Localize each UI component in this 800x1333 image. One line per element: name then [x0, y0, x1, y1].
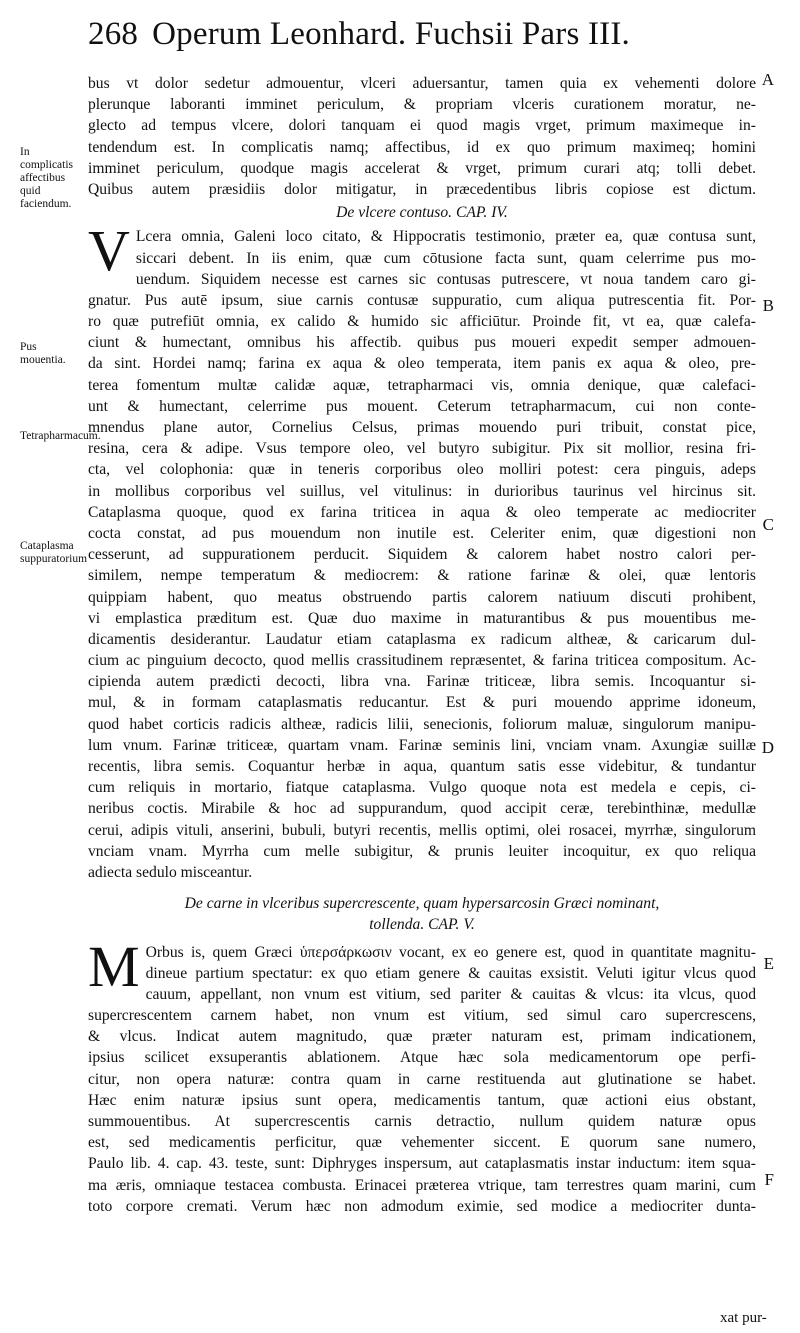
text-line: adiecta sedulo misceantur. [88, 863, 253, 881]
margin-note-tetrapharmacum: Tetrapharmacum. [20, 430, 101, 442]
text-line: tendendum est. In complicatis namq; affectibus, id ex quo primum maximeq; homini [88, 138, 756, 156]
text-line: supercrescentem carnem habet, non vnum est vitium, sed simul caro supercrescens, [88, 1007, 756, 1025]
section-letter-e: E [763, 954, 774, 973]
main-text [88, 73, 756, 1217]
text-line: mnendus plane autor, Cornelius Celsus, primas mouendo puri tribuit, constat pice, [88, 419, 756, 436]
text-line: uendum. Siquidem necesse est carnes sic contusas putrescere, vt noua tandem caro gi- [135, 270, 756, 288]
intro-paragraph [88, 73, 756, 200]
chapter-heading-line: De carne in vlceribus supercrescente, quam hypersarcosin Græci nominant, [184, 895, 660, 913]
text-line: ro quæ putrefiūt omnia, ex calido & humido sic afficiūtur. Proinde fit, vt ea, quæ calefa- [88, 313, 756, 331]
text-line: mul, & in formam cataplasmatis reducantur. Est & puri mouendo apprime idoneum, [88, 694, 756, 712]
text-line: similem, nempe temperatum & mediocrem: & ratione farinæ & olei, quæ lentoris [88, 567, 756, 585]
text-line: in mollibus corporibus vel suillus, vel vitulinus: in durioribus taurinus vel hircinus sit. [88, 482, 756, 500]
margin-note-complicatis: In complicatis affectibus quid faciendum. [20, 146, 74, 210]
text-line: summouentibus. At supercrescentis carnis detractio, nullum quidem naturæ opus [88, 1113, 756, 1130]
page-number: 268 [88, 16, 139, 52]
section-letter-c: C [762, 515, 774, 534]
text-line: terea fomentum multæ calidæ aquæ, tetrapharmaci vis, omnia denique, quæ calefaci- [88, 376, 756, 394]
running-title: Operum Leonhard. Fuchsii Pars III. [152, 16, 630, 52]
chapter-4-paragraph [88, 218, 756, 883]
text-line: cocta constat, ad pus mouendum non inutile est. Celeriter enim, quæ digestioni non [88, 524, 756, 542]
text-line: Quibus autem præsidiis dolor mitigatur, in præcedentibus libris copiose est dictum. [88, 180, 756, 198]
text-line: cesserunt, ad suppurationem perducit. Siquidem & calorem habet nostro calori per- [88, 546, 756, 564]
text-line: plerunque laboranti imminet periculum, & propriam vlceris curationem moratur, ne- [88, 96, 756, 114]
text-line: Cataplasma quoque, quod ex farina triticea in aqua & oleo temperate ac mediocriter [88, 503, 756, 521]
text-line: lum vnum. Farinæ triticeæ, quartam vnam. Farinæ seminis lini, vnciam vnam. Axungiæ suillæ [88, 736, 756, 754]
running-header [88, 14, 728, 54]
text-line: vi emplastica præditum est. Quæ duo maxime in maturantibus & pus mouentibus me- [88, 609, 756, 627]
text-line: cta, vel colophonia: quæ in teneris corporibus oleo molliri potest: cera pinguis, adeps [88, 461, 756, 479]
text-line: dineue partium spectatur: ex quo etiam genere & cauitas exsistit. Veluti igitur vlcus quod [145, 964, 756, 982]
chapter-5-paragraph [88, 933, 756, 1217]
text-line: imminet periculum, quodque magis accelerat & vrget, primum curari atq; tolli debet. [88, 159, 756, 177]
text-line: est, sed medicamentis perficitur, quæ vehementer siccent. E quorum sane numero, [88, 1134, 756, 1152]
text-line: citur, non opera naturæ: contra quam in carne restituenda aut glutinatione se habet. [88, 1070, 756, 1088]
text-line: ciunt & humectant, omnibus his affectib. quibus pus moueri expedit semper admouen- [88, 334, 756, 352]
text-line: gnatur. Pus autē ipsum, siue carnis contusæ suppuratio, cum aliqua putrescentia fit. Por- [88, 291, 756, 309]
text-line: Paulo lib. 4. cap. 43. teste, sunt: Diphryges inspersum, aut cataplasmatis instar inductum: item squa- [88, 1155, 756, 1173]
chapter-5-heading [88, 893, 756, 935]
text-line: dicamentis desiderantur. Laudatur etiam cataplasma ex radicum altheæ, & caricarum dul- [88, 630, 756, 648]
section-letter-d: D [761, 738, 774, 757]
text-line: quippiam habent, quo meatus obstruendo partis calorem natiuum discuti prohibent, [88, 588, 756, 606]
text-line: & vlcus. Indicat autem magnitudo, quæ præter naturam est, primam indicationem, [88, 1028, 756, 1046]
text-line: glecto ad tempus vlcere, dolori tanquam ei quod magis vrget, primum maximeque in- [88, 117, 756, 135]
text-line: ipsius scilicet exsuperantis ablationem. Atque hæc sola medicamentorum ope perfi- [88, 1049, 756, 1067]
chapter-heading: De vlcere contuso. CAP. IV. [336, 204, 508, 222]
drop-cap: M [88, 933, 140, 999]
text-line: vnciam vnam. Myrrha cum melle subigitur, & prunis leuiter incoquitur, ex quo reliqua [88, 842, 756, 860]
text-line: ma æris, omniaque testacea combusta. Erinacei præterea vtrique, tam terrestres quam marini, cum [88, 1176, 756, 1194]
text-line: unt & humectant, celerrime pus mouent. Ceterum tetrapharmacum, cui non conte- [88, 397, 756, 415]
text-line: cauum, appellant, non vnum est vitium, sed pariter & cauitas & vlcus: ita vlcus, quod [145, 985, 756, 1003]
text-line: bus vt dolor sedetur admouentur, vlceri aduersantur, tamen quia ex vehementi dolore [88, 75, 756, 92]
section-letter-b: B [762, 296, 774, 315]
section-letter-f: F [764, 1170, 774, 1189]
text-line: Hæc enim naturæ ipsius sunt opera, medicamentis tantum, quæ actioni eius obstant, [88, 1091, 756, 1109]
section-letter-a: A [761, 70, 774, 89]
text-line: cium ac pinguium decocto, quod mellis crassitudinem repræsentet, & farina triticea compositum. Ac- [88, 652, 756, 670]
text-line: Orbus is, quem Græci ὑπερσάρκωσιν vocant, ex eo genere est, quod in quantitate magnitu- [145, 943, 756, 961]
text-line: siccari debent. In iis enim, quæ cum cōtusione facta sunt, quam celerrime pus mo- [135, 249, 756, 267]
margin-note-pus: Pus mouentia. [20, 341, 66, 366]
text-line: recentis, libra semis. Coquantur herbæ in aqua, quantum satis esse videbitur, & tundantur [88, 758, 756, 775]
text-line: cum reliquis in mortario, fiatque cataplasma. Vulgo quoque nota est medela e cepis, ci- [88, 779, 756, 797]
text-line: neribus coctis. Mirabile & hoc ad suppurandum, quod accipit ceræ, terebinthinæ, medullæ [88, 800, 756, 818]
text-line: cipienda autem prædicti decocti, libra vna. Farinæ triticeæ, libra semis. Incoquantur si- [88, 673, 756, 691]
text-line: da sint. Hordei namq; farina ex aqua & oleo temperata, item panis ex aqua & oleo, pre- [88, 355, 756, 373]
text-line: Lcera omnia, Galeni loco citato, & Hippocratis testimonio, præter ea, quæ contusa sunt, [135, 228, 756, 246]
drop-cap: V [88, 218, 130, 284]
text-line: quod habet corticis radicis altheæ, radicis lilii, senecionis, foliorum maluæ, singulorum manipu- [88, 715, 756, 733]
text-line: cerui, adipis vituli, anserini, bubuli, butyri recentis, mellis optimi, olei rosacei, myrrhæ, singulorum [88, 821, 756, 839]
margin-note-cataplasma: Cataplasma suppuratorium [20, 540, 88, 565]
text-line: resina, cera & adipe. Vsus tempore oleo, vel butyro subigitur. Pix sit mollior, resina fri- [88, 440, 756, 458]
chapter-heading-line: tollenda. CAP. V. [369, 916, 475, 934]
text-line: toto corpore cremati. Verum hæc non admodum eximie, sed modice a mediocriter dunta- [88, 1197, 756, 1215]
catchword: xat pur- [720, 1310, 767, 1326]
